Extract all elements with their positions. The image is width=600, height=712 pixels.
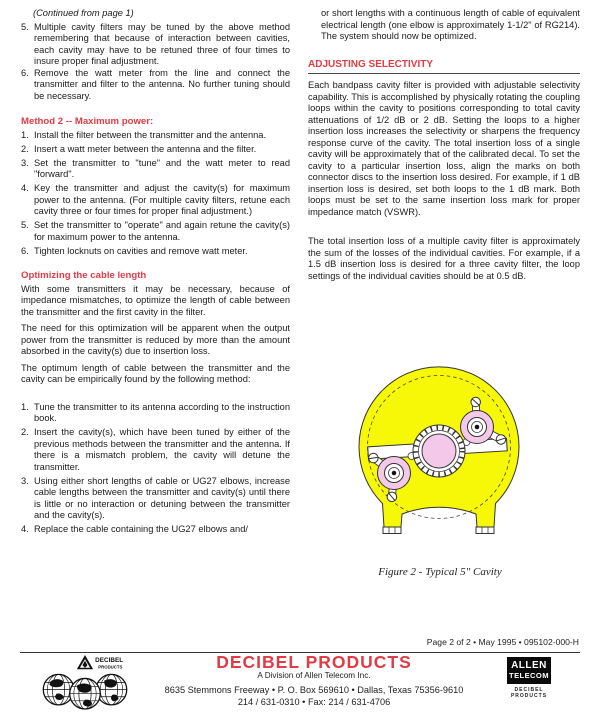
list-text: Using either short lengths of cable or UG27 elbows, increase cable lengths between the transmitter and cavity(s) until there is little or no interaction or detuning between the transmitter and the cavity(s). [34, 475, 290, 520]
paragraph: The need for this optimization will be apparent when the output power from the transmitter is reduced by more than the amount absorbed in the cavity(s) due to insertion loss. [21, 323, 290, 356]
paragraph: With some transmitters it may be necessary, because of impedance mismatches, to optimize the length of cable between the transmitter and the first cavity in the filter. [21, 283, 290, 317]
list-number: 5. [21, 220, 29, 230]
list-text: Replace the cable containing the UG27 elbows and/ [34, 524, 248, 534]
list-item [21, 68, 290, 103]
cable-method-list [21, 402, 290, 536]
paragraph: Each bandpass cavity filter is provided with adjustable selectivity capability. This is accomplished by physically rotating the coupling loops within the cavity to positions corresponding to total cavity attenuations of 1/2 dB or 2 dB. Setting the loops to a higher insertion loss increases the selectivity or sharpens the frequency response curve of the cavity. The total insertion loss of a single cavity will be approximately that of the calibrated decal. To set the cavity to a particular insertion loss, align the marks on both connector discs to the insertion loss desired. For example, if 1 dB insertion loss is desired, set both loops to the 1 dB mark. Both loops must be set to the same insertion loss mark for proper impedance match (VSWR). [308, 80, 580, 217]
list-number: 3. [21, 157, 29, 168]
continued-note: (Continued from page 1) [33, 8, 134, 18]
list-text: Tune the transmitter to its antenna according to the instruction book. [34, 401, 290, 423]
allen-logo-line1: ALLEN [511, 660, 547, 671]
list-item [21, 524, 290, 536]
company-name: DECIBEL PRODUCTS [216, 652, 412, 672]
list-text: Insert the cavity(s), which have been tuned by either of the previous methods between the transmitter and the antenna. If there is a mismatch problem, the cavity will detune the transmitter. [34, 427, 290, 472]
paragraph: The total insertion loss of a multiple cavity filter is approximately the sum of the losses of the individual cavities. For example, if a 1.5 dB insertion loss is desired for a three cavity filter, the loop settings of the individual cavities should be at 0.5 dB. [308, 236, 580, 281]
adjusting-selectivity-heading: ADJUSTING SELECTIVITY [308, 59, 580, 75]
address-line-1: 8635 Stemmons Freeway • P. O. Box 569610 • Dallas, Texas 75356-9610 [164, 685, 464, 695]
allen-telecom-logo-box [507, 657, 551, 684]
list-number: 4. [21, 524, 29, 534]
allen-logo-line2: TELECOM [509, 671, 549, 680]
globe-logo-line1: DECIBEL [95, 657, 124, 665]
list-number: 5. [21, 21, 29, 32]
list-item [21, 402, 290, 425]
list-text: Multiple cavity filters may be tuned by the above method remembering that because of interaction between cavities, each cavity may have to be retuned three of four times to insure proper final adjustment. [34, 21, 290, 66]
allen-sub-line2: PRODUCTS [510, 693, 548, 699]
list-number: 4. [21, 183, 29, 193]
footer-company-block [118, 653, 510, 708]
screw-icon [471, 397, 481, 407]
list-item [21, 158, 290, 181]
list-item [21, 476, 290, 522]
list-item [21, 427, 290, 473]
list-number: 1. [21, 401, 29, 412]
list-item [21, 22, 290, 68]
list-number: 3. [21, 475, 29, 486]
paragraph: The optimum length of cable between the transmitter and the cavity can be empirically found by the following method: [21, 362, 290, 384]
globe-icon [70, 678, 101, 709]
list-item [21, 183, 290, 218]
allen-sub-line1: DECIBEL [514, 687, 544, 693]
cavity-figure [350, 366, 524, 544]
method2-heading: Method 2 -- Maximum power: [21, 116, 154, 127]
company-division: A Division of Allen Telecom Inc. [257, 671, 371, 680]
list-item [21, 144, 290, 156]
company-address [118, 685, 510, 708]
allen-telecom-logo [506, 657, 552, 699]
figure-caption: Figure 2 - Typical 5" Cavity [378, 566, 502, 578]
list-text: Set the transmitter to "operate" and again retune the cavity(s) for maximum power to the antenna. [34, 220, 290, 242]
list-item [21, 130, 290, 142]
list-number: 2. [21, 143, 29, 154]
list-text: Install the filter between the transmitter and the antenna. [34, 129, 267, 140]
globe-logo-line2: PRODUCTS [98, 664, 123, 670]
cable-length-heading: Optimizing the cable length [21, 270, 147, 281]
list-text: Key the transmitter and adjust the cavity(s) for maximum power to the antenna. (For multiple cavity filters, retune each cavity three or four times for proper final adjustment.) [34, 183, 290, 216]
list-item [21, 220, 290, 243]
right-column [308, 8, 580, 282]
method2-list [21, 130, 290, 258]
list-number: 2. [21, 427, 29, 437]
page-info: Page 2 of 2 • May 1995 • 095102-000-H [426, 637, 579, 647]
list-number: 6. [21, 67, 29, 78]
list-text: Tighten locknuts on cavities and remove watt meter. [34, 245, 248, 256]
mounting-feet [383, 527, 494, 534]
allen-logo-subtext [506, 687, 552, 699]
globe-icon [43, 674, 74, 705]
list-item [21, 246, 290, 258]
continuation-paragraph: or short lengths with a continuous length of cable of equivalent electrical length (one elbow is approximately 1-1/2" of RG214). The system should now be optimized. [321, 8, 580, 41]
list-text: Remove the watt meter from the line and connect the transmitter and filter to the antenna. No further tuning should be necessary. [34, 67, 290, 101]
left-column [21, 8, 290, 536]
screw-icon [387, 492, 397, 502]
list-number: 1. [21, 129, 29, 140]
list-text: Insert a watt meter between the antenna and the filter. [34, 143, 257, 154]
list-number: 6. [21, 245, 29, 256]
decibel-triangle-icon [77, 655, 93, 669]
address-line-2: 214 / 631-0310 • Fax: 214 / 631-4706 [237, 696, 391, 707]
list-text: Set the transmitter to "tune" and the watt meter to read "forward". [34, 157, 290, 179]
